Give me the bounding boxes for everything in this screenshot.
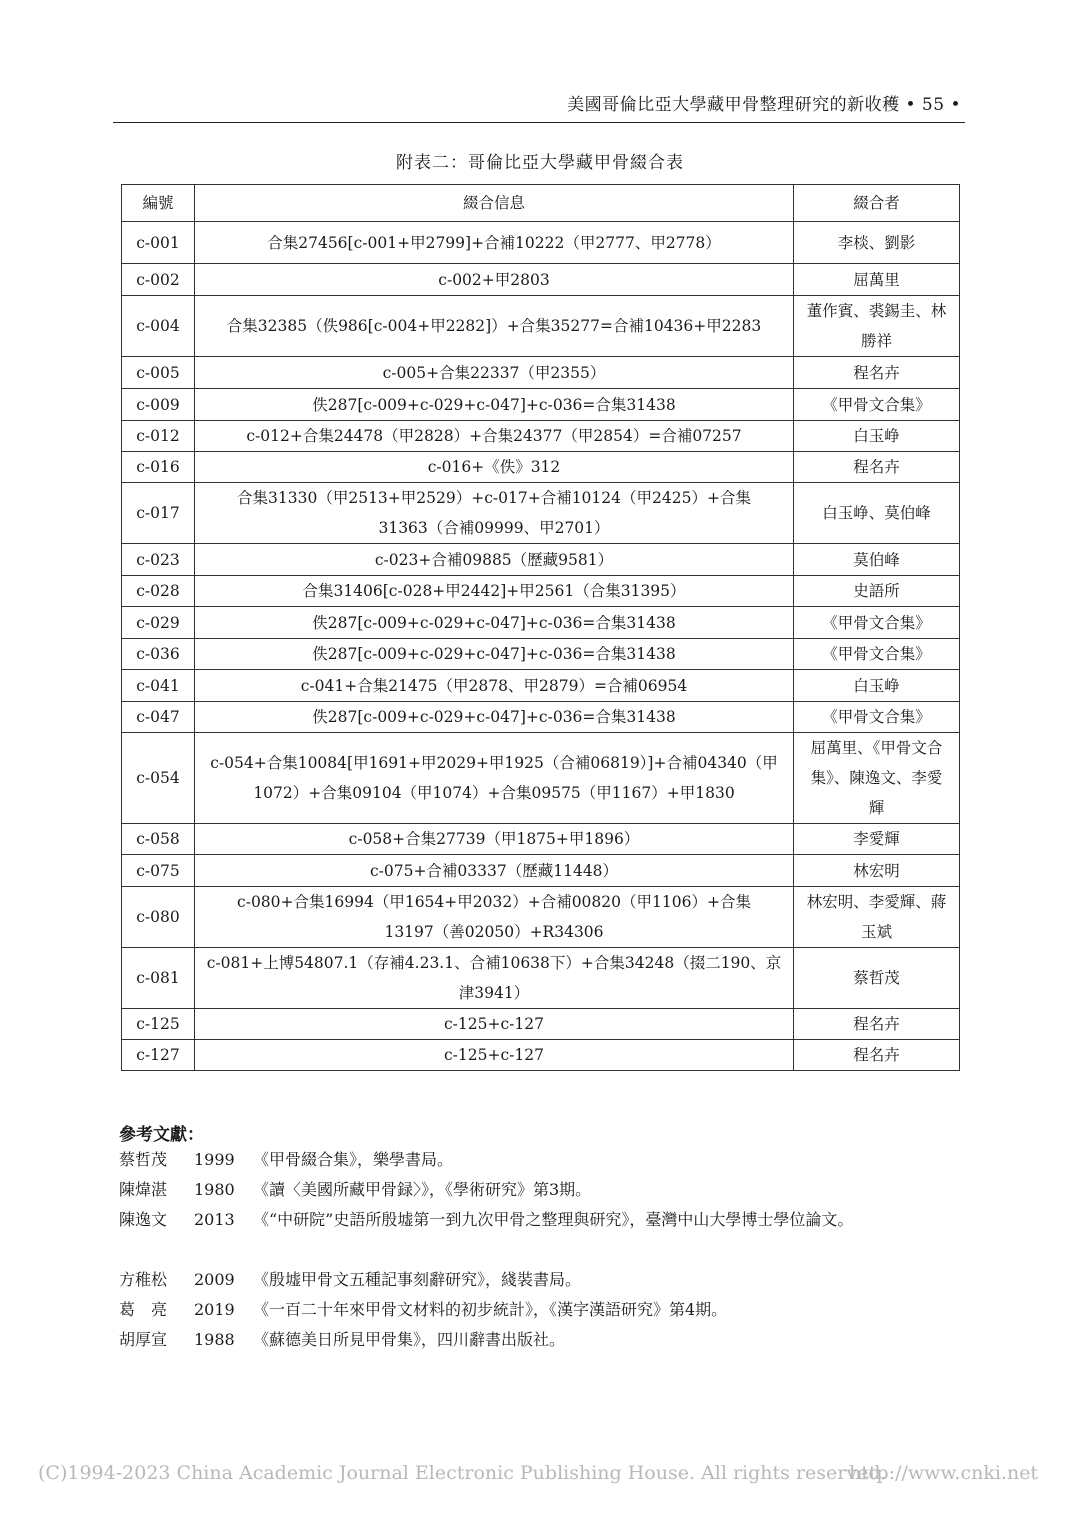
table-row xyxy=(122,389,960,421)
cell-info: c-054+合集10084[甲1691+甲2029+甲1925（合補06819）]+合補04340（甲1072）+合集09104（甲1074）+合集09575（甲1167）+甲1830 xyxy=(195,733,794,824)
reference-author: 方稚松 xyxy=(119,1270,168,1289)
cell-info: c-005+合集22337（甲2355） xyxy=(195,357,794,389)
reference-year: 2009 xyxy=(194,1270,235,1289)
cell-info: c-002+甲2803 xyxy=(195,264,794,296)
cell-id: c-002 xyxy=(122,264,195,296)
cell-by: 林宏明 xyxy=(794,855,960,887)
cell-info: c-075+合補03337（歷藏11448） xyxy=(195,855,794,887)
column-header-info: 綴合信息 xyxy=(195,185,794,222)
cell-id: c-075 xyxy=(122,855,195,887)
cell-by: 《甲骨文合集》 xyxy=(794,389,960,421)
cell-by: 白玉峥 xyxy=(794,670,960,702)
reference-year: 2013 xyxy=(194,1210,235,1229)
cell-id: c-127 xyxy=(122,1040,195,1071)
reference-title: 《讀〈美國所藏甲骨録〉》，《學術研究》第3期。 xyxy=(253,1180,592,1199)
cell-info: 合集31406[c-028+甲2442]+甲2561（合集31395） xyxy=(195,576,794,607)
table-row xyxy=(122,733,960,824)
reference-author: 陳逸文 xyxy=(119,1210,168,1229)
reference-author: 蔡哲茂 xyxy=(119,1150,168,1169)
table-row xyxy=(122,296,960,357)
cell-info: 佚287[c-009+c-029+c-047]+c-036=合集31438 xyxy=(195,607,794,639)
table-row xyxy=(122,887,960,948)
cell-id: c-001 xyxy=(122,222,195,264)
table-row xyxy=(122,222,960,264)
cell-by: 《甲骨文合集》 xyxy=(794,639,960,670)
reference-title: 《甲骨綴合集》，樂學書局。 xyxy=(253,1150,454,1169)
cell-info: 合集27456[c-001+甲2799]+合補10222（甲2777、甲2778） xyxy=(195,222,794,264)
table-row xyxy=(122,357,960,389)
reference-year: 1999 xyxy=(194,1150,235,1169)
cell-id: c-012 xyxy=(122,421,195,452)
table-row xyxy=(122,1040,960,1071)
cell-by: 董作賓、裘錫圭、林勝祥 xyxy=(794,296,960,357)
cell-info: c-125+c-127 xyxy=(195,1040,794,1071)
column-header-by: 綴合者 xyxy=(794,185,960,222)
cell-info: 合集32385（佚986[c-004+甲2282]）+合集35277=合補10436+甲2283 xyxy=(195,296,794,357)
cell-by: 李愛輝 xyxy=(794,824,960,855)
table-row xyxy=(122,639,960,670)
cell-by: 白玉峥、莫伯峰 xyxy=(794,483,960,544)
cell-by: 蔡哲茂 xyxy=(794,948,960,1009)
reference-title: 《殷墟甲骨文五種記事刻辭研究》，綫裝書局。 xyxy=(253,1270,582,1289)
table-header-row xyxy=(122,185,960,222)
cell-id: c-005 xyxy=(122,357,195,389)
reference-year: 1988 xyxy=(194,1330,235,1349)
footer-copyright: (C)1994-2023 China Academic Journal Electronic Publishing House. All rights reserved. xyxy=(38,1462,887,1484)
cell-id: c-029 xyxy=(122,607,195,639)
cell-id: c-023 xyxy=(122,544,195,576)
reference-author: 葛 亮 xyxy=(119,1300,168,1319)
reference-author: 陳煒湛 xyxy=(119,1180,168,1199)
cell-by: 程名卉 xyxy=(794,1040,960,1071)
cell-id: c-017 xyxy=(122,483,195,544)
cell-id: c-009 xyxy=(122,389,195,421)
table-row xyxy=(122,607,960,639)
reference-year: 2019 xyxy=(194,1300,235,1319)
table-row xyxy=(122,264,960,296)
running-header xyxy=(113,88,965,123)
cell-info: c-125+c-127 xyxy=(195,1009,794,1040)
cell-id: c-028 xyxy=(122,576,195,607)
table-row xyxy=(122,576,960,607)
cell-by: 《甲骨文合集》 xyxy=(794,702,960,733)
cell-info: c-023+合補09885（歷藏9581） xyxy=(195,544,794,576)
table-row xyxy=(122,544,960,576)
cell-id: c-080 xyxy=(122,887,195,948)
cell-by: 李棪、劉影 xyxy=(794,222,960,264)
cell-id: c-016 xyxy=(122,452,195,483)
cell-id: c-036 xyxy=(122,639,195,670)
table-title: 附表二：哥倫比亞大學藏甲骨綴合表 xyxy=(396,153,684,173)
cell-by: 莫伯峰 xyxy=(794,544,960,576)
cell-id: c-125 xyxy=(122,1009,195,1040)
cell-by: 屈萬里 xyxy=(794,264,960,296)
footer xyxy=(38,1462,1038,1484)
cell-info: 佚287[c-009+c-029+c-047]+c-036=合集31438 xyxy=(195,702,794,733)
cell-by: 程名卉 xyxy=(794,357,960,389)
footer-url: http://www.cnki.net xyxy=(849,1462,1039,1484)
cell-id: c-081 xyxy=(122,948,195,1009)
cell-info: 佚287[c-009+c-029+c-047]+c-036=合集31438 xyxy=(195,639,794,670)
cell-info: 佚287[c-009+c-029+c-047]+c-036=合集31438 xyxy=(195,389,794,421)
cell-by: 程名卉 xyxy=(794,452,960,483)
cell-info: 合集31330（甲2513+甲2529）+c-017+合補10124（甲2425）+合集31363（合補09999、甲2701） xyxy=(195,483,794,544)
table-row xyxy=(122,1009,960,1040)
cell-info: c-041+合集21475（甲2878、甲2879）=合補06954 xyxy=(195,670,794,702)
table-row xyxy=(122,948,960,1009)
cell-id: c-054 xyxy=(122,733,195,824)
cell-info: c-012+合集24478（甲2828）+合集24377（甲2854）=合補07257 xyxy=(195,421,794,452)
reference-year: 1980 xyxy=(194,1180,235,1199)
cell-by: 程名卉 xyxy=(794,1009,960,1040)
cell-by: 白玉峥 xyxy=(794,421,960,452)
table-row xyxy=(122,670,960,702)
cell-info: c-016+《佚》312 xyxy=(195,452,794,483)
cell-info: c-081+上博54807.1（存補4.23.1、合補10638下）+合集34248（掇二190、京津3941） xyxy=(195,948,794,1009)
cell-id: c-047 xyxy=(122,702,195,733)
column-header-id: 編號 xyxy=(122,185,195,222)
reference-title: 《一百二十年來甲骨文材料的初步統計》，《漢字漢語研究》第4期。 xyxy=(253,1300,728,1319)
table-row xyxy=(122,824,960,855)
reference-title: 《“中研院”史語所殷墟第一到九次甲骨之整理與研究》，臺灣中山大學博士學位論文。 xyxy=(253,1210,854,1229)
join-table xyxy=(121,184,960,1071)
table-row xyxy=(122,421,960,452)
table-row xyxy=(122,483,960,544)
cell-id: c-004 xyxy=(122,296,195,357)
table-row xyxy=(122,452,960,483)
reference-title: 《蘇德美日所見甲骨集》，四川辭書出版社。 xyxy=(253,1330,566,1349)
cell-by: 林宏明、李愛輝、蔣玉斌 xyxy=(794,887,960,948)
running-title: 美國哥倫比亞大學藏甲骨整理研究的新收穫 • 55 • xyxy=(567,95,961,115)
table-row xyxy=(122,855,960,887)
cell-by: 史語所 xyxy=(794,576,960,607)
cell-id: c-058 xyxy=(122,824,195,855)
cell-info: c-058+合集27739（甲1875+甲1896） xyxy=(195,824,794,855)
references-heading: 參考文獻： xyxy=(119,1125,204,1145)
table-row xyxy=(122,702,960,733)
cell-by: 屈萬里、《甲骨文合集》、陳逸文、李愛輝 xyxy=(794,733,960,824)
cell-id: c-041 xyxy=(122,670,195,702)
reference-author: 胡厚宣 xyxy=(119,1330,168,1349)
cell-by: 《甲骨文合集》 xyxy=(794,607,960,639)
cell-info: c-080+合集16994（甲1654+甲2032）+合補00820（甲1106）+合集13197（善02050）+R34306 xyxy=(195,887,794,948)
